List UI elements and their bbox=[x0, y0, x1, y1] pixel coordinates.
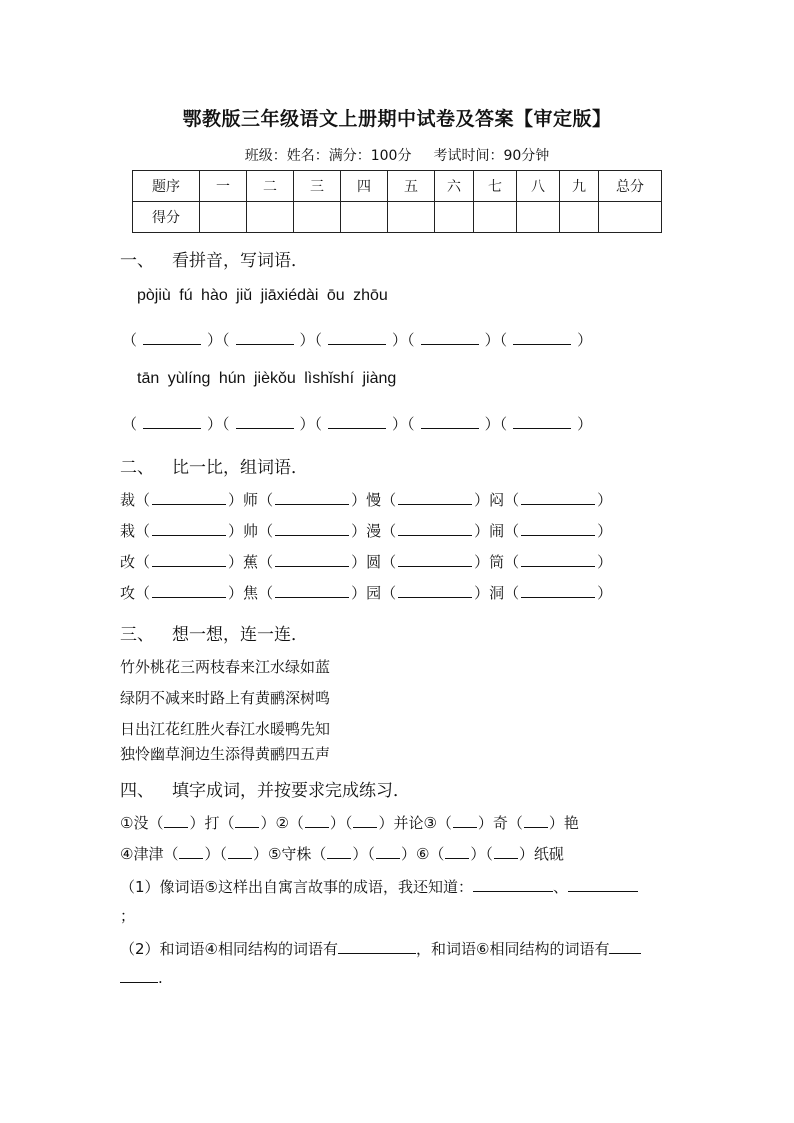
header-cell: 九 bbox=[560, 171, 599, 202]
answer-blank[interactable] bbox=[327, 848, 351, 859]
score-cell[interactable] bbox=[599, 202, 662, 233]
header-cell: 六 bbox=[435, 171, 474, 202]
fill-text: ）⑥（ bbox=[400, 845, 445, 863]
section-1-title: 看拼音，写词语． bbox=[172, 251, 308, 271]
question-2-text-b: ，和词语⑥相同结构的词语有 bbox=[416, 940, 610, 958]
poem-line: 日出江花红胜火春江水暖鸭先知 bbox=[120, 720, 331, 738]
score-table-score-row bbox=[133, 202, 662, 233]
score-cell[interactable] bbox=[341, 202, 388, 233]
answer-blank[interactable] bbox=[275, 494, 349, 505]
section-4-number: 四、 bbox=[120, 781, 154, 801]
header-cell: 五 bbox=[388, 171, 435, 202]
section-4-heading bbox=[120, 776, 410, 801]
header-cell: 总分 bbox=[599, 171, 662, 202]
score-cell[interactable] bbox=[474, 202, 517, 233]
answer-blank[interactable] bbox=[236, 332, 294, 345]
character: 焦 bbox=[243, 584, 259, 602]
answer-blanks-1: （ ）（ ）（ ）（ ）（ ） bbox=[122, 331, 593, 349]
score-cell[interactable] bbox=[517, 202, 560, 233]
answer-blank[interactable] bbox=[473, 881, 553, 892]
header-cell: 七 bbox=[474, 171, 517, 202]
character: 改 bbox=[120, 553, 136, 571]
exam-info bbox=[0, 145, 794, 165]
pinyin-line-2: tān yùlíng hún jièkǒu lìshǐshí jiàng bbox=[137, 370, 397, 387]
answer-blank[interactable] bbox=[152, 494, 226, 505]
section-1-number: 一、 bbox=[120, 251, 154, 271]
answer-blank[interactable] bbox=[445, 848, 469, 859]
answer-blank[interactable] bbox=[152, 556, 226, 567]
section-1-heading bbox=[120, 246, 308, 271]
question-2-text-a: （2）和词语④相同结构的词语有 bbox=[120, 940, 338, 958]
header-cell: 二 bbox=[247, 171, 294, 202]
character: 蕉 bbox=[243, 553, 259, 571]
score-cell[interactable] bbox=[247, 202, 294, 233]
question-2-continuation bbox=[120, 969, 163, 987]
fill-text: ）（ bbox=[470, 845, 493, 863]
character: 筒 bbox=[489, 553, 505, 571]
word-group-row: 改（ ）蕉（ ）圆（ ）筒（ ） bbox=[120, 553, 613, 571]
header-cell: 四 bbox=[341, 171, 388, 202]
answer-blank[interactable] bbox=[353, 817, 377, 828]
character: 闹 bbox=[489, 522, 505, 540]
fill-text: ）艳 bbox=[548, 814, 579, 832]
fill-line-1 bbox=[120, 812, 579, 833]
character: 圆 bbox=[366, 553, 382, 571]
fill-text: ④津津（ bbox=[120, 845, 179, 863]
section-3-number: 三、 bbox=[120, 625, 154, 645]
header-cell: 题序 bbox=[133, 171, 200, 202]
answer-blank[interactable] bbox=[152, 587, 226, 598]
answer-blank[interactable] bbox=[143, 416, 201, 429]
answer-blank[interactable] bbox=[236, 416, 294, 429]
section-2-number: 二、 bbox=[120, 458, 154, 478]
page-title: 鄂教版三年级语文上册期中试卷及答案【审定版】 bbox=[182, 108, 612, 130]
answer-blank[interactable] bbox=[338, 943, 416, 954]
header-cell: 三 bbox=[294, 171, 341, 202]
answer-blank[interactable] bbox=[513, 416, 571, 429]
answer-blank[interactable] bbox=[275, 525, 349, 536]
fill-text: ）纸砚 bbox=[518, 845, 564, 863]
question-1-end: ； bbox=[120, 907, 136, 925]
character: 漫 bbox=[366, 522, 382, 540]
header-cell: 八 bbox=[517, 171, 560, 202]
answer-blank[interactable] bbox=[521, 587, 595, 598]
question-2 bbox=[120, 938, 641, 959]
question-1 bbox=[120, 876, 638, 897]
answer-blank[interactable] bbox=[328, 332, 386, 345]
answer-blank[interactable] bbox=[609, 943, 641, 954]
score-cell[interactable] bbox=[560, 202, 599, 233]
character: 攻 bbox=[120, 584, 136, 602]
character: 园 bbox=[366, 584, 382, 602]
character: 洞 bbox=[489, 584, 505, 602]
fill-text: ）并论③（ bbox=[378, 814, 452, 832]
exam-time: 考试时间：90分钟 bbox=[433, 148, 550, 164]
section-4-title: 填字成词，并按要求完成练习． bbox=[172, 781, 410, 801]
answer-blank[interactable] bbox=[305, 817, 329, 828]
poem-line: 独怜幽草涧边生添得黄鹂四五声 bbox=[120, 745, 331, 763]
answer-blank[interactable] bbox=[398, 525, 472, 536]
answer-blank[interactable] bbox=[179, 848, 203, 859]
character: 慢 bbox=[366, 491, 382, 509]
answer-blank[interactable] bbox=[568, 881, 638, 892]
score-cell[interactable] bbox=[200, 202, 247, 233]
answer-blank[interactable] bbox=[421, 416, 479, 429]
header-cell: 一 bbox=[200, 171, 247, 202]
section-2-title: 比一比，组词语． bbox=[172, 458, 308, 478]
score-cell[interactable] bbox=[435, 202, 474, 233]
answer-blank[interactable] bbox=[275, 587, 349, 598]
separator: 、 bbox=[553, 878, 569, 896]
fill-text: ①没（ bbox=[120, 814, 164, 832]
answer-blank[interactable] bbox=[521, 525, 595, 536]
answer-blank[interactable] bbox=[328, 416, 386, 429]
answer-blank[interactable] bbox=[398, 587, 472, 598]
answer-blank[interactable] bbox=[524, 817, 548, 828]
section-2-heading bbox=[120, 453, 308, 478]
character: 师 bbox=[243, 491, 259, 509]
score-table bbox=[132, 170, 662, 233]
score-cell[interactable] bbox=[294, 202, 341, 233]
row-label: 得分 bbox=[133, 202, 200, 233]
fill-text: ）（ bbox=[204, 845, 227, 863]
poem-line: 绿阴不减来时路上有黄鹂深树鸣 bbox=[120, 689, 331, 707]
fill-text: ）（ bbox=[329, 814, 353, 832]
answer-blank[interactable] bbox=[521, 494, 595, 505]
answer-blank[interactable] bbox=[228, 848, 252, 859]
word-group-row: 攻（ ）焦（ ）园（ ）洞（ ） bbox=[120, 584, 613, 602]
question-2-end: . bbox=[158, 969, 163, 987]
answer-blank[interactable] bbox=[275, 556, 349, 567]
score-table-header-row bbox=[133, 171, 662, 202]
poem-line: 竹外桃花三两枝春来江水绿如蓝 bbox=[120, 658, 331, 676]
section-3-title: 想一想，连一连． bbox=[172, 625, 308, 645]
answer-blank[interactable] bbox=[376, 848, 400, 859]
answer-blank[interactable] bbox=[152, 525, 226, 536]
score-cell[interactable] bbox=[388, 202, 435, 233]
word-group-row: 栽（ ）帅（ ）漫（ ）闹（ ） bbox=[120, 522, 613, 540]
answer-blank[interactable] bbox=[235, 817, 259, 828]
answer-blank[interactable] bbox=[120, 972, 158, 983]
answer-blank[interactable] bbox=[398, 494, 472, 505]
fill-text: ）②（ bbox=[260, 814, 304, 832]
fill-line-2 bbox=[120, 843, 564, 864]
answer-blank[interactable] bbox=[453, 817, 477, 828]
class-name-score-info: 班级：姓名：满分：100分 bbox=[244, 148, 412, 164]
answer-blank[interactable] bbox=[521, 556, 595, 567]
question-1-text: （1）像词语⑤这样出自寓言故事的成语，我还知道： bbox=[120, 878, 473, 896]
word-group-row: 裁（ ）师（ ）慢（ ）闷（ ） bbox=[120, 491, 613, 509]
character: 栽 bbox=[120, 522, 136, 540]
fill-text: ）（ bbox=[352, 845, 375, 863]
character: 帅 bbox=[243, 522, 259, 540]
fill-text: ）奇（ bbox=[477, 814, 523, 832]
character: 闷 bbox=[489, 491, 505, 509]
answer-blank[interactable] bbox=[398, 556, 472, 567]
answer-blank[interactable] bbox=[164, 817, 188, 828]
fill-text: ）打（ bbox=[189, 814, 235, 832]
fill-text: ）⑤守株（ bbox=[252, 845, 327, 863]
character: 裁 bbox=[120, 491, 136, 509]
pinyin-line-1: pòjiù fú hào jiǔ jiāxiédài ōu zhōu bbox=[137, 287, 388, 304]
answer-blank[interactable] bbox=[494, 848, 518, 859]
answer-blank[interactable] bbox=[421, 332, 479, 345]
section-3-heading bbox=[120, 620, 308, 645]
answer-blank[interactable] bbox=[143, 332, 201, 345]
answer-blanks-2: （ ）（ ）（ ）（ ）（ ） bbox=[122, 415, 593, 433]
answer-blank[interactable] bbox=[513, 332, 571, 345]
